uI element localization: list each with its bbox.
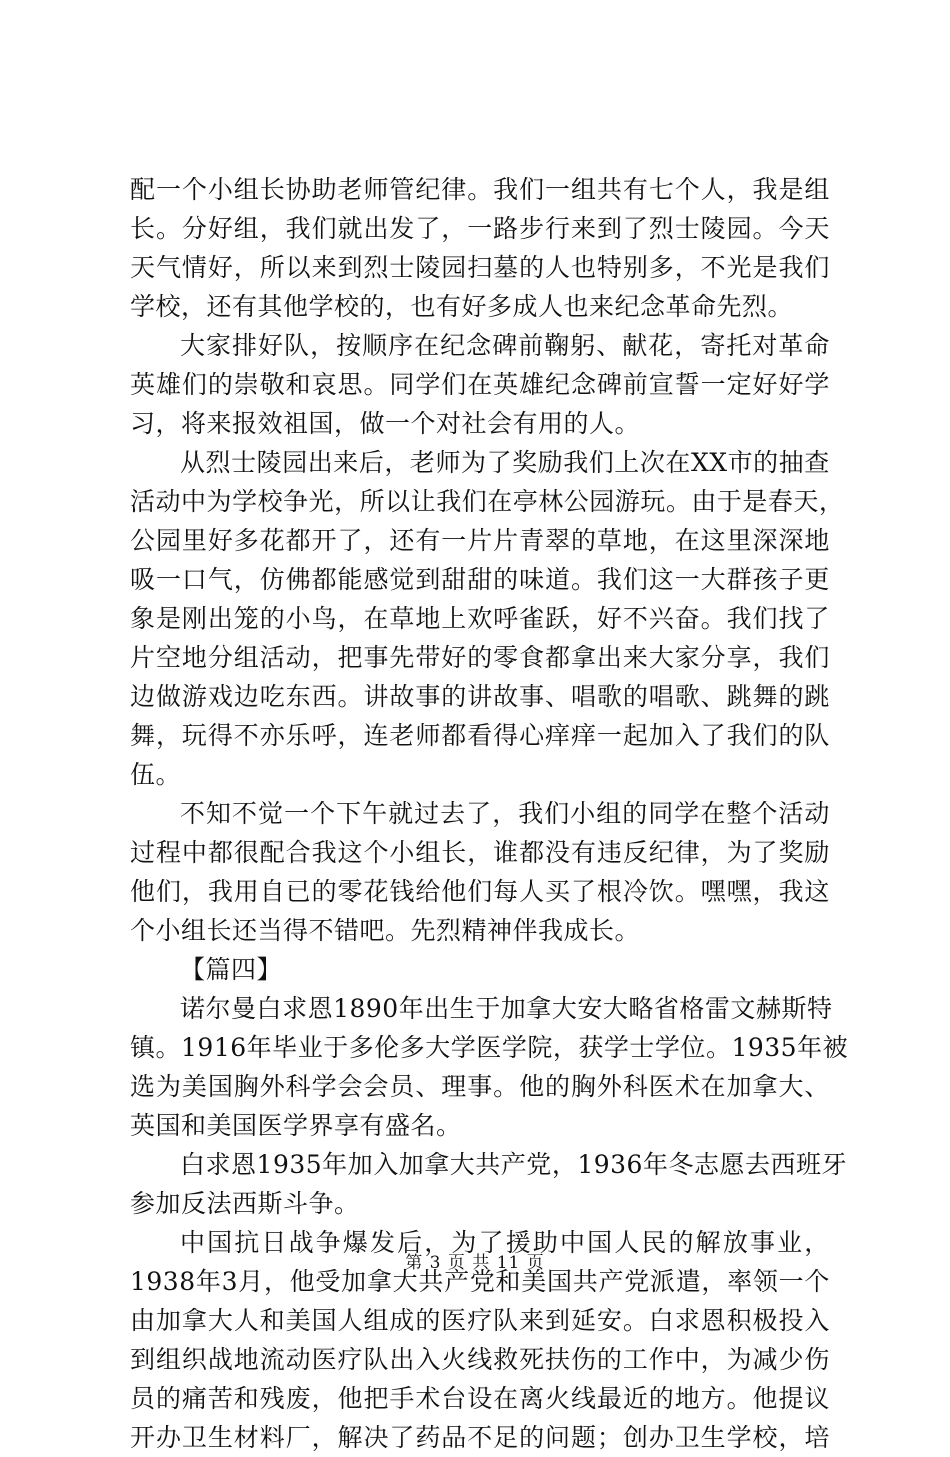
text-line: 舞 ， 玩 得 不 亦 乐 呼 ， 连 老 师 都 看 得 心 痒 痒 一 起 加 入 了 我 们 的 队 — [130, 721, 830, 750]
text-line: 象 是 刚 出 笼 的 小 鸟 ， 在 草 地 上 欢 呼 雀 跃 ， 好 不 兴 奋 。 我 们 找 了 — [130, 604, 830, 633]
text-line: 公 园 里 好 多 花 都 开 了 ， 还 有 一 片 片 青 翠 的 草 地 ， 在 这 里 深 深 地 — [130, 526, 830, 555]
text-line: 到 组 织 战 地 流 动 医 疗 队 出 入 火 线 救 死 扶 伤 的 工 作 中 ， 为 减 少 伤 — [130, 1345, 830, 1374]
text-line: 吸 一 口 气 ， 仿 佛 都 能 感 觉 到 甜 甜 的 味 道 。 我 们 这 一 大 群 孩 子 更 — [130, 565, 830, 594]
text-line: 从 烈 士 陵 园 出 来 后 ， 老 师 为 了 奖 励 我 们 上 次 在 XX 市 的 抽 查 — [180, 448, 830, 477]
text-line: 开 办 卫 生 材 料 厂 ， 解 决 了 药 品 不 足 的 问 题 ； 创 办 卫 生 学 校 ， 培 — [130, 1423, 830, 1452]
text-line: 【篇四】 — [180, 955, 283, 984]
text-line: 学校，还有其他学校的，也有好多成人也来纪念革命先烈。 — [130, 292, 794, 321]
text-line: 参加反法西斯斗争。 — [130, 1189, 360, 1218]
text-line: 习，将来报效祖国，做一个对社会有用的人。 — [130, 409, 641, 438]
text-line: 英 雄 们 的 崇 敬 和 哀 思 。 同 学 们 在 英 雄 纪 念 碑 前 宣 誓 一 定 好 好 学 — [130, 370, 830, 399]
text-line: 英国和美国医学界享有盛名。 — [130, 1111, 462, 1140]
text-line: 选 为 美 国 胸 外 科 学 会 会 员 、 理 事 。 他 的 胸 外 科 医 术 在 加 拿 大 、 — [130, 1072, 830, 1101]
text-line: 个小组长还当得不错吧。先烈精神伴我成长。 — [130, 916, 641, 945]
text-line: 由 加 拿 大 人 和 美 国 人 组 成 的 医 疗 队 来 到 延 安 。 白 求 恩 积 极 投 入 — [130, 1306, 830, 1335]
text-line: 员 的 痛 苦 和 残 废 ， 他 把 手 术 台 设 在 离 火 线 最 近 的 地 方 。 他 提 议 — [130, 1384, 830, 1413]
text-line: 边 做 游 戏 边 吃 东 西 。 讲 故 事 的 讲 故 事 、 唱 歌 的 唱 歌 、 跳 舞 的 跳 — [130, 682, 830, 711]
text-line: 伍。 — [130, 760, 182, 789]
text-line: 天 气 情 好 ， 所 以 来 到 烈 士 陵 园 扫 墓 的 人 也 特 别 多 ， 不 光 是 我 们 — [130, 253, 830, 282]
text-line: 大 家 排 好 队 ， 按 顺 序 在 纪 念 碑 前 鞠 躬 、 献 花 ， 寄 托 对 革 命 — [180, 331, 830, 360]
text-line: 中 国 抗 日 战 争 爆 发 后 ， 为 了 援 助 中 国 人 民 的 解 放 事 业 ， — [180, 1228, 830, 1257]
page-footer: 第 3 页 共 11 页 — [405, 1253, 545, 1273]
text-line: 诺 尔 曼 白 求 恩 1890 年 出 生 于 加 拿 大 安 大 略 省 格 雷 文 赫 斯 特 — [180, 994, 833, 1023]
text-line: 1938 年 3 月 ， 他 受 加 拿 大 共 产 党 和 美 国 共 产 党 派 遣 ， 率 领 一 个 — [130, 1267, 830, 1296]
text-line: 他 们 ， 我 用 自 已 的 零 花 钱 给 他 们 每 人 买 了 根 冷 饮 。 嘿 嘿 ， 我 这 — [130, 877, 830, 906]
text-line: 片 空 地 分 组 活 动 ， 把 事 先 带 好 的 零 食 都 拿 出 来 大 家 分 享 ， 我 们 — [130, 643, 830, 672]
text-line: 活 动 中 为 学 校 争 光 ， 所 以 让 我 们 在 亭 林 公 园 游 玩 。 由 于 是 春 天 ， — [130, 487, 845, 516]
text-line: 不 知 不 觉 一 个 下 午 就 过 去 了 ， 我 们 小 组 的 同 学 在 整 个 活 动 — [180, 799, 830, 828]
text-line: 长 。 分 好 组 ， 我 们 就 出 发 了 ， 一 路 步 行 来 到 了 烈 士 陵 园 。 今 天 — [130, 214, 830, 243]
text-line: 配 一 个 小 组 长 协 助 老 师 管 纪 律 。 我 们 一 组 共 有 七 个 人 ， 我 是 组 — [130, 175, 830, 204]
text-line: 白 求 恩 1935 年 加 入 加 拿 大 共 产 党 ， 1936 年 冬 志 愿 去 西 班 牙 — [180, 1150, 848, 1179]
text-line: 镇 。 1916 年 毕 业 于 多 伦 多 大 学 医 学 院 ， 获 学 士 学 位 。 1935 年 被 — [130, 1033, 849, 1062]
text-line: 过 程 中 都 很 配 合 我 这 个 小 组 长 ， 谁 都 没 有 违 反 纪 律 ， 为 了 奖 励 — [130, 838, 830, 867]
